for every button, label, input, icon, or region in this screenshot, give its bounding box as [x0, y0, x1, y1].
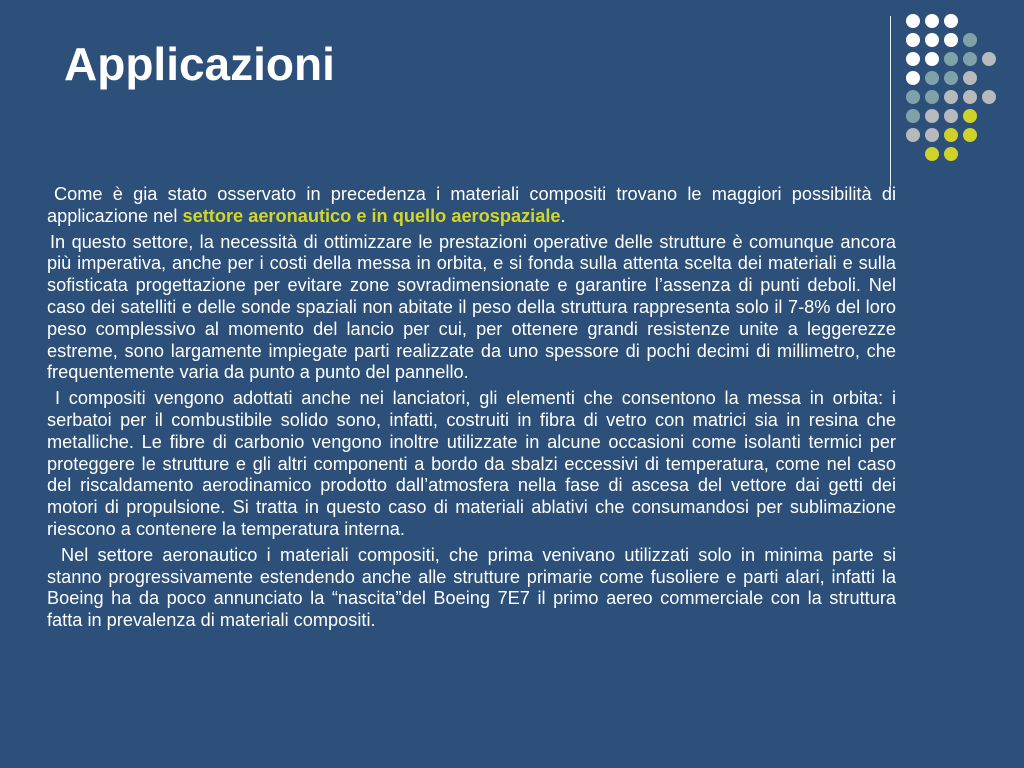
decorative-dot: [906, 71, 920, 85]
decorative-dot: [982, 90, 996, 104]
decorative-dot: [944, 147, 958, 161]
decorative-dot: [963, 71, 977, 85]
decorative-dot: [963, 90, 977, 104]
decorative-dot: [944, 52, 958, 66]
decorative-dot: [944, 71, 958, 85]
decorative-dot: [906, 52, 920, 66]
decorative-dot: [963, 33, 977, 47]
decorative-dot: [963, 128, 977, 142]
decorative-dot: [906, 14, 920, 28]
decorative-dot: [963, 52, 977, 66]
decorative-dot: [944, 33, 958, 47]
paragraph-2: In questo settore, la necessità di ottimizzare le prestazioni operative delle strutture è comunque ancora più imperativa, anche per i costi della messa in orbita, e si fonda sulla attenta scelta dei materiali e sulla sofisticata progettazione per evitare zone sovradimensionate e garantire l’assenza di punti deboli. Nel caso dei satelliti e delle sonde spaziali non abitate il peso della struttura rappresenta solo il 7-8% del loro peso complessivo al momento del lancio per cui, per ottenere grandi resistenze unite a leggerezze estreme, sono largamente impiegate parti realizzate da uno spessore di pochi decimi di millimetro, che frequentemente varia da punto a punto del pannello.: [47, 231, 896, 383]
decorative-dot-grid: [906, 14, 1006, 164]
paragraph-1-suffix: .: [560, 205, 566, 226]
decorative-dot: [925, 90, 939, 104]
paragraph-3: I compositi vengono adottati anche nei lanciatori, gli elementi che consentono la messa in orbita: i serbatoi per il combustibile solido sono, infatti, costruiti in fibra di vetro con matrici sia in resina che metalliche. Le fibre di carbonio vengono inoltre utilizzate in alcune occasioni come isolanti termici per proteggere le strutture e gli altri componenti a bordo da sbalzi eccessivi di temperatura, come nel caso del riscaldamento aerodinamico prodotto dall’atmosfera nella fase di ascesa del vettore dai getti dei motori di propulsione. Si tratta in questo caso di materiali ablativi che consumandosi per sublimazione riescono a contenere la temperatura interna.: [47, 388, 896, 539]
decorative-dot: [944, 90, 958, 104]
decorative-dot: [925, 71, 939, 85]
decorative-vertical-line: [890, 16, 891, 186]
decorative-dot: [906, 90, 920, 104]
paragraph-1-text: Come è gia stato osservato in precedenza i materiali compositi trovano le maggiori possibilità di applicazione nel: [47, 184, 896, 226]
decorative-dot: [944, 128, 958, 142]
decorative-dot: [925, 14, 939, 28]
decorative-dot: [944, 14, 958, 28]
decorative-dot: [925, 33, 939, 47]
decorative-dot: [944, 109, 958, 123]
paragraph-1: [47, 184, 896, 228]
paragraph-1-highlight: settore aeronautico e in quello aerospaziale: [182, 205, 561, 226]
decorative-dot: [906, 128, 920, 142]
decorative-dot: [982, 52, 996, 66]
decorative-dot: [906, 109, 920, 123]
decorative-dot: [906, 33, 920, 47]
slide-title: Applicazioni: [64, 38, 335, 90]
slide-body: [47, 184, 896, 632]
decorative-dot: [963, 109, 977, 123]
decorative-dot: [925, 109, 939, 123]
decorative-dot: [925, 147, 939, 161]
paragraph-4: Nel settore aeronautico i materiali compositi, che prima venivano utilizzati solo in minima parte si stanno progressivamente estendendo anche alle strutture primarie come fusoliere e parti alari, infatti la Boeing ha da poco annunciato la “nascita”del Boeing 7E7 il primo aereo commerciale con la struttura fatta in prevalenza di materiali compositi.: [47, 544, 896, 631]
decorative-dot: [925, 52, 939, 66]
decorative-dot: [925, 128, 939, 142]
